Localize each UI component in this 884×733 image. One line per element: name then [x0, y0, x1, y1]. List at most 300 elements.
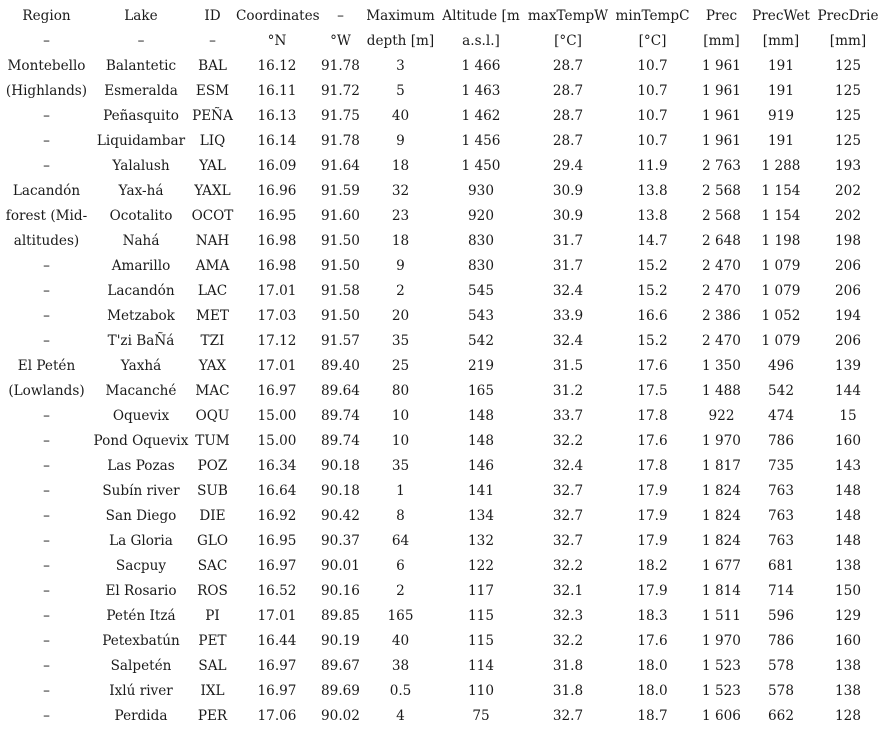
region-cell: – [43, 633, 50, 649]
max-depth-cell: 2 [396, 283, 405, 299]
altitude-cell: 110 [468, 683, 494, 699]
longitude-cell: 91.60 [321, 208, 360, 224]
table-row [0, 279, 884, 304]
max-depth-cell: 3 [396, 58, 405, 74]
region-cell: altitudes) [13, 233, 80, 249]
lake-id-cell: TUM [195, 433, 230, 449]
precipitation-dry-cell: 128 [835, 708, 861, 724]
precipitation-dry-cell: 139 [835, 358, 861, 374]
precipitation-wet-cell: 191 [768, 133, 794, 149]
precipitation-wet-cell: 763 [768, 508, 794, 524]
latitude-cell: 16.97 [257, 558, 297, 574]
lake-id-cell: AMA [195, 258, 230, 274]
max-temp-warm-cell: 32.4 [552, 283, 584, 299]
precipitation-wet-cell: 496 [768, 358, 794, 374]
table-row [0, 579, 884, 604]
unit-cell: °N [267, 33, 287, 49]
header-cell: Coordinates [236, 8, 320, 24]
header-cell: PrecDrie [817, 8, 879, 24]
longitude-cell: 89.85 [321, 608, 360, 624]
latitude-cell: 16.95 [257, 208, 297, 224]
lake-name-cell: Metzabok [107, 308, 175, 324]
precipitation-dry-cell: 143 [835, 458, 861, 474]
latitude-cell: 16.98 [257, 233, 297, 249]
lake-id-cell: SUB [197, 483, 228, 499]
max-temp-warm-cell: 32.7 [552, 483, 584, 499]
max-depth-cell: 4 [396, 708, 405, 724]
header-row [0, 4, 884, 29]
max-depth-cell: 40 [391, 633, 410, 649]
precipitation-wet-cell: 1 288 [761, 158, 801, 174]
max-depth-cell: 35 [391, 458, 410, 474]
precipitation-cell: 2 470 [702, 258, 741, 274]
precipitation-wet-cell: 1 198 [761, 233, 801, 249]
region-cell: – [43, 658, 50, 674]
precipitation-cell: 1 824 [702, 483, 741, 499]
altitude-cell: 132 [468, 533, 494, 549]
table-row [0, 54, 884, 79]
table-row [0, 304, 884, 329]
lake-name-cell: Amarillo [111, 258, 171, 274]
unit-cell: [mm] [829, 33, 867, 49]
lake-id-cell: OQU [195, 408, 230, 424]
table-row [0, 229, 884, 254]
min-temp-cold-cell: 10.7 [637, 58, 668, 74]
longitude-cell: 89.67 [321, 658, 360, 674]
precipitation-dry-cell: 194 [835, 308, 861, 324]
lake-id-cell: DIE [199, 508, 226, 524]
lake-name-cell: Ixlú river [109, 683, 173, 699]
precipitation-cell: 1 511 [702, 608, 741, 624]
precipitation-wet-cell: 596 [768, 608, 794, 624]
longitude-cell: 91.64 [321, 158, 360, 174]
altitude-cell: 115 [468, 633, 494, 649]
altitude-cell: 1 462 [461, 108, 501, 124]
altitude-cell: 148 [468, 408, 494, 424]
lake-id-cell: YAL [199, 158, 226, 174]
max-depth-cell: 8 [396, 508, 405, 524]
longitude-cell: 89.64 [321, 383, 360, 399]
lake-id-cell: SAC [197, 558, 228, 574]
precipitation-cell: 1 523 [702, 658, 741, 674]
altitude-cell: 134 [468, 508, 494, 524]
latitude-cell: 15.00 [257, 433, 297, 449]
altitude-cell: 830 [468, 233, 494, 249]
lake-id-cell: ESM [195, 83, 230, 99]
max-temp-warm-cell: 32.1 [552, 583, 584, 599]
longitude-cell: 90.01 [321, 558, 360, 574]
altitude-cell: 114 [468, 658, 494, 674]
table-row [0, 454, 884, 479]
table-row [0, 254, 884, 279]
region-cell: – [43, 258, 50, 274]
precipitation-wet-cell: 474 [768, 408, 794, 424]
latitude-cell: 16.12 [257, 58, 297, 74]
precipitation-wet-cell: 1 154 [761, 208, 801, 224]
precipitation-dry-cell: 150 [835, 583, 861, 599]
max-depth-cell: 40 [391, 108, 410, 124]
lake-name-cell: Las Pozas [107, 458, 175, 474]
table-row [0, 354, 884, 379]
latitude-cell: 17.06 [257, 708, 297, 724]
precipitation-dry-cell: 125 [835, 58, 861, 74]
region-cell: – [43, 508, 50, 524]
longitude-cell: 91.50 [321, 233, 360, 249]
min-temp-cold-cell: 10.7 [637, 108, 668, 124]
max-temp-warm-cell: 32.7 [552, 533, 584, 549]
latitude-cell: 16.34 [257, 458, 297, 474]
precipitation-wet-cell: 1 079 [761, 283, 801, 299]
unit-cell: – [43, 33, 50, 49]
lake-id-cell: MAC [195, 383, 230, 399]
table-row [0, 79, 884, 104]
min-temp-cold-cell: 11.9 [637, 158, 668, 174]
precipitation-wet-cell: 1 154 [761, 183, 801, 199]
lake-id-cell: OCOT [191, 208, 234, 224]
max-depth-cell: 0.5 [389, 683, 412, 699]
longitude-cell: 91.78 [321, 58, 360, 74]
precipitation-wet-cell: 1 079 [761, 333, 801, 349]
header-cell: Region [22, 8, 71, 24]
precipitation-cell: 2 648 [702, 233, 741, 249]
latitude-cell: 16.13 [257, 108, 297, 124]
longitude-cell: 90.02 [321, 708, 360, 724]
latitude-cell: 15.00 [257, 408, 297, 424]
precipitation-cell: 1 606 [702, 708, 741, 724]
min-temp-cold-cell: 18.3 [637, 608, 668, 624]
precipitation-cell: 1 817 [702, 458, 741, 474]
min-temp-cold-cell: 17.9 [637, 483, 668, 499]
precipitation-wet-cell: 542 [768, 383, 794, 399]
longitude-cell: 90.18 [321, 483, 360, 499]
max-depth-cell: 35 [391, 333, 410, 349]
region-cell: – [43, 158, 50, 174]
longitude-cell: 91.50 [321, 258, 360, 274]
lake-name-cell: Yaxhá [120, 358, 162, 374]
altitude-cell: 545 [468, 283, 494, 299]
max-temp-warm-cell: 31.8 [552, 683, 584, 699]
precipitation-cell: 1 961 [702, 133, 741, 149]
lake-name-cell: Petén Itzá [106, 608, 176, 624]
longitude-cell: 90.18 [321, 458, 360, 474]
precipitation-cell: 1 970 [702, 433, 741, 449]
precipitation-wet-cell: 191 [768, 83, 794, 99]
max-temp-warm-cell: 29.4 [552, 158, 584, 174]
precipitation-wet-cell: 1 079 [761, 258, 801, 274]
longitude-cell: 91.59 [321, 183, 360, 199]
lake-name-cell: El Rosario [105, 583, 177, 599]
latitude-cell: 16.96 [257, 183, 297, 199]
longitude-cell: 91.78 [321, 133, 360, 149]
precipitation-wet-cell: 578 [768, 658, 794, 674]
unit-cell: – [209, 33, 216, 49]
min-temp-cold-cell: 18.2 [637, 558, 668, 574]
max-depth-cell: 18 [391, 233, 410, 249]
unit-cell: [°C] [638, 33, 667, 49]
precipitation-wet-cell: 735 [768, 458, 794, 474]
precipitation-wet-cell: 763 [768, 533, 794, 549]
lake-id-cell: TZI [200, 333, 225, 349]
lake-name-cell: Liquidambar [96, 133, 186, 149]
precipitation-cell: 1 488 [702, 383, 741, 399]
lake-name-cell: Oquevix [112, 408, 170, 424]
min-temp-cold-cell: 10.7 [637, 133, 668, 149]
precipitation-dry-cell: 206 [835, 258, 861, 274]
max-temp-warm-cell: 31.8 [552, 658, 584, 674]
latitude-cell: 16.64 [257, 483, 297, 499]
precipitation-cell: 1 350 [702, 358, 741, 374]
altitude-cell: 115 [468, 608, 494, 624]
altitude-cell: 1 463 [461, 83, 501, 99]
lake-name-cell: Macanché [105, 383, 177, 399]
lake-name-cell: Nahá [122, 233, 160, 249]
lake-id-cell: PET [198, 633, 227, 649]
precipitation-cell: 1 970 [702, 633, 741, 649]
unit-cell: – [137, 33, 145, 49]
max-depth-cell: 2 [396, 583, 405, 599]
lake-id-cell: GLO [196, 533, 229, 549]
altitude-cell: 930 [468, 183, 494, 199]
max-temp-warm-cell: 31.7 [552, 258, 584, 274]
precipitation-dry-cell: 198 [835, 233, 861, 249]
precipitation-wet-cell: 1 052 [761, 308, 801, 324]
precipitation-dry-cell: 148 [835, 533, 861, 549]
header-cell: maxTempW [527, 8, 609, 24]
altitude-cell: 141 [468, 483, 494, 499]
precipitation-dry-cell: 206 [835, 283, 861, 299]
latitude-cell: 16.52 [257, 583, 297, 599]
max-depth-cell: 5 [396, 83, 405, 99]
precipitation-cell: 922 [708, 408, 735, 424]
precipitation-cell: 1 961 [702, 108, 741, 124]
precipitation-dry-cell: 160 [835, 433, 861, 449]
precipitation-cell: 1 961 [702, 83, 741, 99]
lake-id-cell: IXL [200, 683, 225, 699]
longitude-cell: 90.16 [321, 583, 360, 599]
max-temp-warm-cell: 28.7 [552, 58, 584, 74]
header-cell: ID [204, 8, 221, 24]
latitude-cell: 16.92 [257, 508, 297, 524]
lake-id-cell: SAL [198, 658, 227, 674]
unit-cell: depth [m] [366, 33, 435, 49]
precipitation-cell: 2 470 [702, 333, 741, 349]
table-row [0, 529, 884, 554]
unit-cell: °W [330, 33, 351, 49]
precipitation-wet-cell: 786 [768, 633, 794, 649]
precipitation-dry-cell: 129 [835, 608, 861, 624]
region-cell: – [43, 333, 50, 349]
region-cell: Montebello [7, 58, 86, 74]
precipitation-cell: 2 763 [702, 158, 741, 174]
max-depth-cell: 1 [396, 483, 405, 499]
latitude-cell: 16.97 [257, 383, 297, 399]
header-cell: – [337, 8, 344, 24]
lake-id-cell: NAH [195, 233, 230, 249]
altitude-cell: 830 [468, 258, 494, 274]
altitude-cell: 75 [472, 708, 490, 724]
altitude-cell: 920 [468, 208, 494, 224]
precipitation-wet-cell: 191 [768, 58, 794, 74]
header-cell: Altitude [m [442, 8, 520, 24]
precipitation-cell: 1 814 [702, 583, 741, 599]
min-temp-cold-cell: 18.7 [637, 708, 668, 724]
max-depth-cell: 10 [391, 408, 410, 424]
min-temp-cold-cell: 17.8 [637, 408, 668, 424]
latitude-cell: 17.01 [257, 283, 297, 299]
region-cell: – [43, 608, 50, 624]
unit-cell: [mm] [762, 33, 800, 49]
altitude-cell: 219 [468, 358, 494, 374]
precipitation-wet-cell: 763 [768, 483, 794, 499]
max-depth-cell: 25 [391, 358, 410, 374]
precipitation-dry-cell: 125 [835, 108, 861, 124]
latitude-cell: 16.97 [257, 683, 297, 699]
region-cell: – [43, 133, 50, 149]
max-temp-warm-cell: 30.9 [552, 183, 584, 199]
min-temp-cold-cell: 14.7 [637, 233, 668, 249]
longitude-cell: 91.72 [321, 83, 360, 99]
min-temp-cold-cell: 10.7 [637, 83, 668, 99]
table-row [0, 379, 884, 404]
max-temp-warm-cell: 32.4 [552, 333, 584, 349]
min-temp-cold-cell: 16.6 [637, 308, 668, 324]
precipitation-cell: 1 523 [702, 683, 741, 699]
region-cell: – [43, 283, 50, 299]
region-cell: – [43, 533, 50, 549]
precipitation-dry-cell: 202 [835, 208, 861, 224]
max-temp-warm-cell: 32.2 [552, 633, 584, 649]
min-temp-cold-cell: 13.8 [637, 208, 668, 224]
altitude-cell: 542 [468, 333, 494, 349]
precipitation-cell: 2 386 [702, 308, 741, 324]
min-temp-cold-cell: 18.0 [637, 658, 668, 674]
precipitation-cell: 2 568 [702, 183, 741, 199]
precipitation-wet-cell: 578 [768, 683, 794, 699]
altitude-cell: 543 [468, 308, 494, 324]
lake-id-cell: MET [196, 308, 229, 324]
lake-id-cell: LAC [197, 283, 228, 299]
precipitation-wet-cell: 662 [768, 708, 794, 724]
max-temp-warm-cell: 32.7 [552, 708, 584, 724]
table-row [0, 629, 884, 654]
max-temp-warm-cell: 33.9 [552, 308, 584, 324]
min-temp-cold-cell: 18.0 [637, 683, 668, 699]
latitude-cell: 17.12 [257, 333, 297, 349]
precipitation-wet-cell: 681 [768, 558, 794, 574]
longitude-cell: 89.40 [321, 358, 360, 374]
lake-name-cell: Subín river [102, 483, 180, 499]
lakes-table [0, 4, 884, 729]
precipitation-cell: 1 824 [702, 508, 741, 524]
lake-name-cell: Yalalush [112, 158, 170, 174]
latitude-cell: 17.01 [257, 358, 297, 374]
lake-name-cell: Salpetén [110, 658, 172, 674]
table-row [0, 404, 884, 429]
max-temp-warm-cell: 32.7 [552, 508, 584, 524]
region-cell: (Highlands) [5, 83, 88, 99]
latitude-cell: 16.09 [257, 158, 297, 174]
precipitation-dry-cell: 148 [835, 483, 861, 499]
longitude-cell: 89.74 [321, 433, 360, 449]
max-depth-cell: 20 [391, 308, 410, 324]
precipitation-dry-cell: 148 [835, 508, 861, 524]
latitude-cell: 17.01 [257, 608, 297, 624]
region-cell: – [43, 583, 50, 599]
max-depth-cell: 18 [391, 158, 410, 174]
longitude-cell: 91.75 [321, 108, 360, 124]
unit-row [0, 29, 884, 54]
region-cell: – [43, 308, 50, 324]
latitude-cell: 17.03 [257, 308, 297, 324]
lake-id-cell: YAX [198, 358, 227, 374]
precipitation-dry-cell: 138 [835, 658, 861, 674]
table-row [0, 704, 884, 729]
altitude-cell: 122 [468, 558, 494, 574]
max-depth-cell: 165 [387, 608, 414, 624]
longitude-cell: 90.19 [321, 633, 360, 649]
table-row [0, 429, 884, 454]
max-temp-warm-cell: 32.2 [552, 558, 584, 574]
latitude-cell: 16.11 [257, 83, 297, 99]
max-temp-warm-cell: 32.2 [552, 433, 584, 449]
min-temp-cold-cell: 17.5 [637, 383, 668, 399]
max-temp-warm-cell: 32.4 [552, 458, 584, 474]
latitude-cell: 16.14 [257, 133, 297, 149]
lake-name-cell: Lacandón [107, 283, 175, 299]
unit-cell: [mm] [703, 33, 740, 49]
table-row [0, 179, 884, 204]
min-temp-cold-cell: 15.2 [637, 333, 668, 349]
min-temp-cold-cell: 17.8 [637, 458, 668, 474]
precipitation-dry-cell: 125 [835, 133, 861, 149]
max-temp-warm-cell: 32.3 [552, 608, 584, 624]
longitude-cell: 91.57 [321, 333, 360, 349]
precipitation-cell: 2 568 [702, 208, 741, 224]
min-temp-cold-cell: 17.6 [637, 358, 668, 374]
precipitation-wet-cell: 714 [768, 583, 794, 599]
table-row [0, 329, 884, 354]
precipitation-dry-cell: 144 [835, 383, 861, 399]
precipitation-cell: 2 470 [702, 283, 741, 299]
max-temp-warm-cell: 28.7 [552, 83, 584, 99]
table-header [0, 4, 884, 54]
lake-name-cell: La Gloria [109, 533, 173, 549]
altitude-cell: 1 456 [461, 133, 501, 149]
lake-id-cell: PEÑA [192, 108, 233, 124]
precipitation-dry-cell: 15 [839, 408, 857, 424]
region-cell: (Lowlands) [8, 383, 85, 399]
min-temp-cold-cell: 17.9 [637, 533, 668, 549]
region-cell: – [43, 708, 50, 724]
max-temp-warm-cell: 28.7 [552, 133, 584, 149]
lake-name-cell: San Diego [105, 508, 177, 524]
precipitation-cell: 1 961 [702, 58, 741, 74]
longitude-cell: 89.74 [321, 408, 360, 424]
precipitation-dry-cell: 193 [835, 158, 861, 174]
min-temp-cold-cell: 15.2 [637, 283, 668, 299]
max-temp-warm-cell: 31.5 [552, 358, 584, 374]
precipitation-dry-cell: 138 [835, 683, 861, 699]
max-depth-cell: 32 [391, 183, 410, 199]
lake-id-cell: POZ [197, 458, 228, 474]
table-row [0, 479, 884, 504]
lake-name-cell: Pond Oquevix [93, 433, 189, 449]
max-depth-cell: 6 [396, 558, 405, 574]
region-cell: – [43, 483, 50, 499]
latitude-cell: 16.97 [257, 658, 297, 674]
unit-cell: [°C] [554, 33, 582, 49]
min-temp-cold-cell: 17.9 [637, 508, 668, 524]
